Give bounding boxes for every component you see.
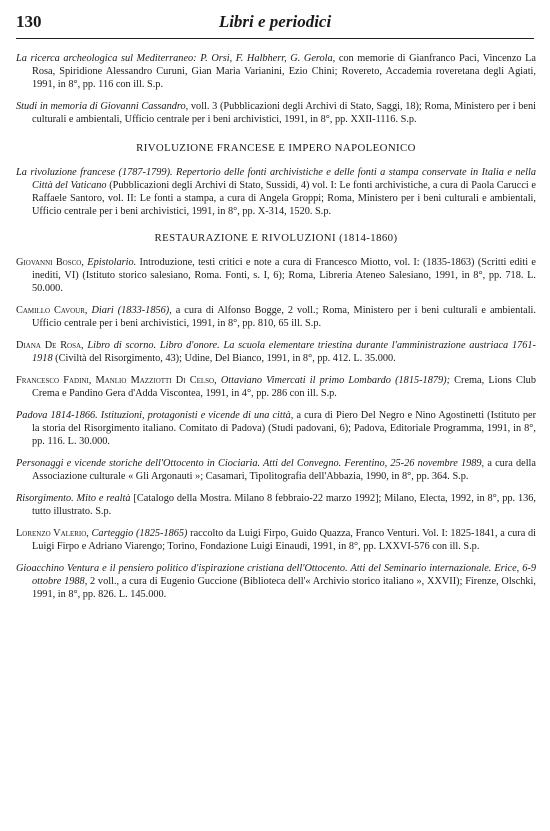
entry-title: Diari (1833-1856),: [87, 305, 172, 316]
entry-details: Introduzione, testi critici e note a cura di Francesco Miotto, vol. I: (1835-1863) (Scritti editi e inediti, VI) (Istituto storico salesiano, Roma. Fonti, s. I, 6); Roma, Libreria Ateneo Salesiano, 1991, in 8°, pp. 718. L. 50.000.: [32, 257, 536, 294]
entry-details: (Civiltà del Risorgimento, 43); Udine, Del Bianco, 1991, in 8°, pp. 412. L. 35.000.: [52, 353, 396, 364]
entry-details: a cura di Piero Del Negro e Nino Agostinetti (Istituto per la storia del Risorgimento italiano. Comitato di Padova) (Studi padovani, 6); Padova, Editoriale Programma, 1991, in 8°, pp. 116. L. 30.000.: [32, 410, 537, 447]
entry-details: voll. 3 (Pubblicazioni degli Archivi di Stato, Saggi, 18); Roma, Ministero per i beni culturali e ambientali, Ufficio centrale per i beni archivistici, 1991, in 8°, pp. XXII-1116. S.p.: [32, 101, 537, 125]
entry-author: Lorenzo Valerio,: [16, 528, 89, 539]
entry-details: raccolto da Luigi Firpo, Guido Quazza, Franco Venturi. Vol. I: 1825-1841, a cura di Luigi Firpo e Adriano Viarengo; Torino, Fondazione Luigi Einaudi, 1991, in 8°, pp. LXXVI-576 con ill. S.p.: [32, 528, 536, 552]
list-item: [16, 304, 536, 330]
entry-title: Risorgimento. Mito e realtà: [16, 493, 131, 504]
entry-title: Carteggio (1825-1865): [88, 528, 188, 539]
entry-title: Studi in memoria di Giovanni Cassandro,: [16, 101, 189, 112]
list-item: [16, 166, 536, 218]
section-heading: RIVOLUZIONE FRANCESE E IMPERO NAPOLEONICO: [136, 142, 416, 154]
bibliography-list: [16, 52, 536, 610]
entry-title: Epistolario.: [83, 257, 137, 268]
list-item: [16, 256, 536, 295]
entry-details: a cura di Alfonso Bogge, 2 voll.; Roma, Ministero per i beni culturali e ambientali. Ufficio centrale per i beni archivistici, 1991, in 8°, pp. 810, 65 ill. S.p.: [32, 305, 536, 329]
entry-title: Ottaviano Vimercati il primo Lombardo (1815-1879);: [216, 375, 450, 386]
page-header: [16, 10, 534, 39]
entry-title: La ricerca archeologica sul Mediterraneo: P. Orsi, F. Halbherr, G. Gerola,: [16, 53, 336, 64]
list-item: [16, 457, 536, 483]
entry-title: Gioacchino Ventura e il pensiero politico d'ispirazione cristiana dell'Ottocento. Atti del Seminario internazionale. Erice, 6-9 ottobre 1988,: [16, 563, 536, 587]
entry-title: Personaggi e vicende storiche dell'Ottocento in Ciociaria. Atti del Convegno. Ferentino, 25-26 novembre 1989,: [16, 458, 485, 469]
list-item: [16, 492, 536, 518]
entry-details: Crema, Lions Club Crema e Pandino Gera d'Adda Viscontea, 1991, in 4°, pp. 286 con ill. S.p.: [32, 375, 536, 399]
list-item: [16, 52, 536, 91]
entry-title: Padova 1814-1866. Istituzioni, protagonisti e vicende di una città,: [16, 410, 294, 421]
list-item: [16, 527, 536, 553]
entry-author: Camillo Cavour,: [16, 305, 88, 316]
list-item: [16, 100, 536, 126]
entry-title: La rivoluzione francese (1787-1799). Repertorio delle fonti archivistiche e delle fonti a stampa conservate in Italia e nella Città del Vaticano: [16, 167, 536, 191]
list-item: [16, 339, 536, 365]
entry-author: Diana De Rosa,: [16, 340, 84, 351]
entry-details: con memorie di Gianfranco Paci, Vincenzo La Rosa, Spiridione Alessandro Curuni, Gian Maria Varianini, Ezio Chini; Rovereto, Accademia roveretana degli Agiati, 1991, in 8°, pp. 116 con ill. S.p.: [32, 53, 536, 90]
entry-details: [Catalogo della Mostra. Milano 8 febbraio-22 marzo 1992]; Milano, Electa, 1992, in 8°, pp. 136, tutto illustrato. S.p.: [32, 493, 537, 517]
entry-details: a cura della Associazione culturale « Gli Argonauti »; Casamari, Tipolitografia dell'Abbazia, 1990, in 8°, pp. 364. S.p.: [32, 458, 536, 482]
entry-author: Giovanni Bosco,: [16, 257, 84, 268]
list-item: [16, 562, 536, 601]
section-heading: RESTAURAZIONE E RIVOLUZIONI (1814-1860): [154, 232, 398, 244]
entry-details: 2 voll., a cura di Eugenio Guccione (Biblioteca dell'« Archivio storico italiano », XXVII); Firenze, Olschki, 1991, in 8°, pp. 826. L. 145.000.: [32, 576, 536, 600]
page-number: 130: [16, 12, 42, 31]
list-item: [16, 374, 536, 400]
entry-details: (Pubblicazioni degli Archivi di Stato, Sussidi, 4) vol. I: Le fonti archivistiche, a cura di Paola Carucci e Raffaele Santoro, vol. II: Le fonti a stampa, a cura di Angela Groppi; Roma, Ministero per i beni culturali e ambientali, Ufficio centrale per i beni archivistici, 1991, in 8°, pp. X-314, 1520. S.p.: [32, 180, 536, 217]
list-item: [16, 409, 536, 448]
running-title: Libri e periodici: [218, 12, 332, 31]
entry-title: Libro di scorno. Libro d'onore. La scuola elementare triestina durante l'amministrazione austriaca 1761-1918: [32, 340, 536, 364]
entry-author: Francesco Fadini, Manlio Mazziotti Di Celso,: [16, 375, 217, 386]
